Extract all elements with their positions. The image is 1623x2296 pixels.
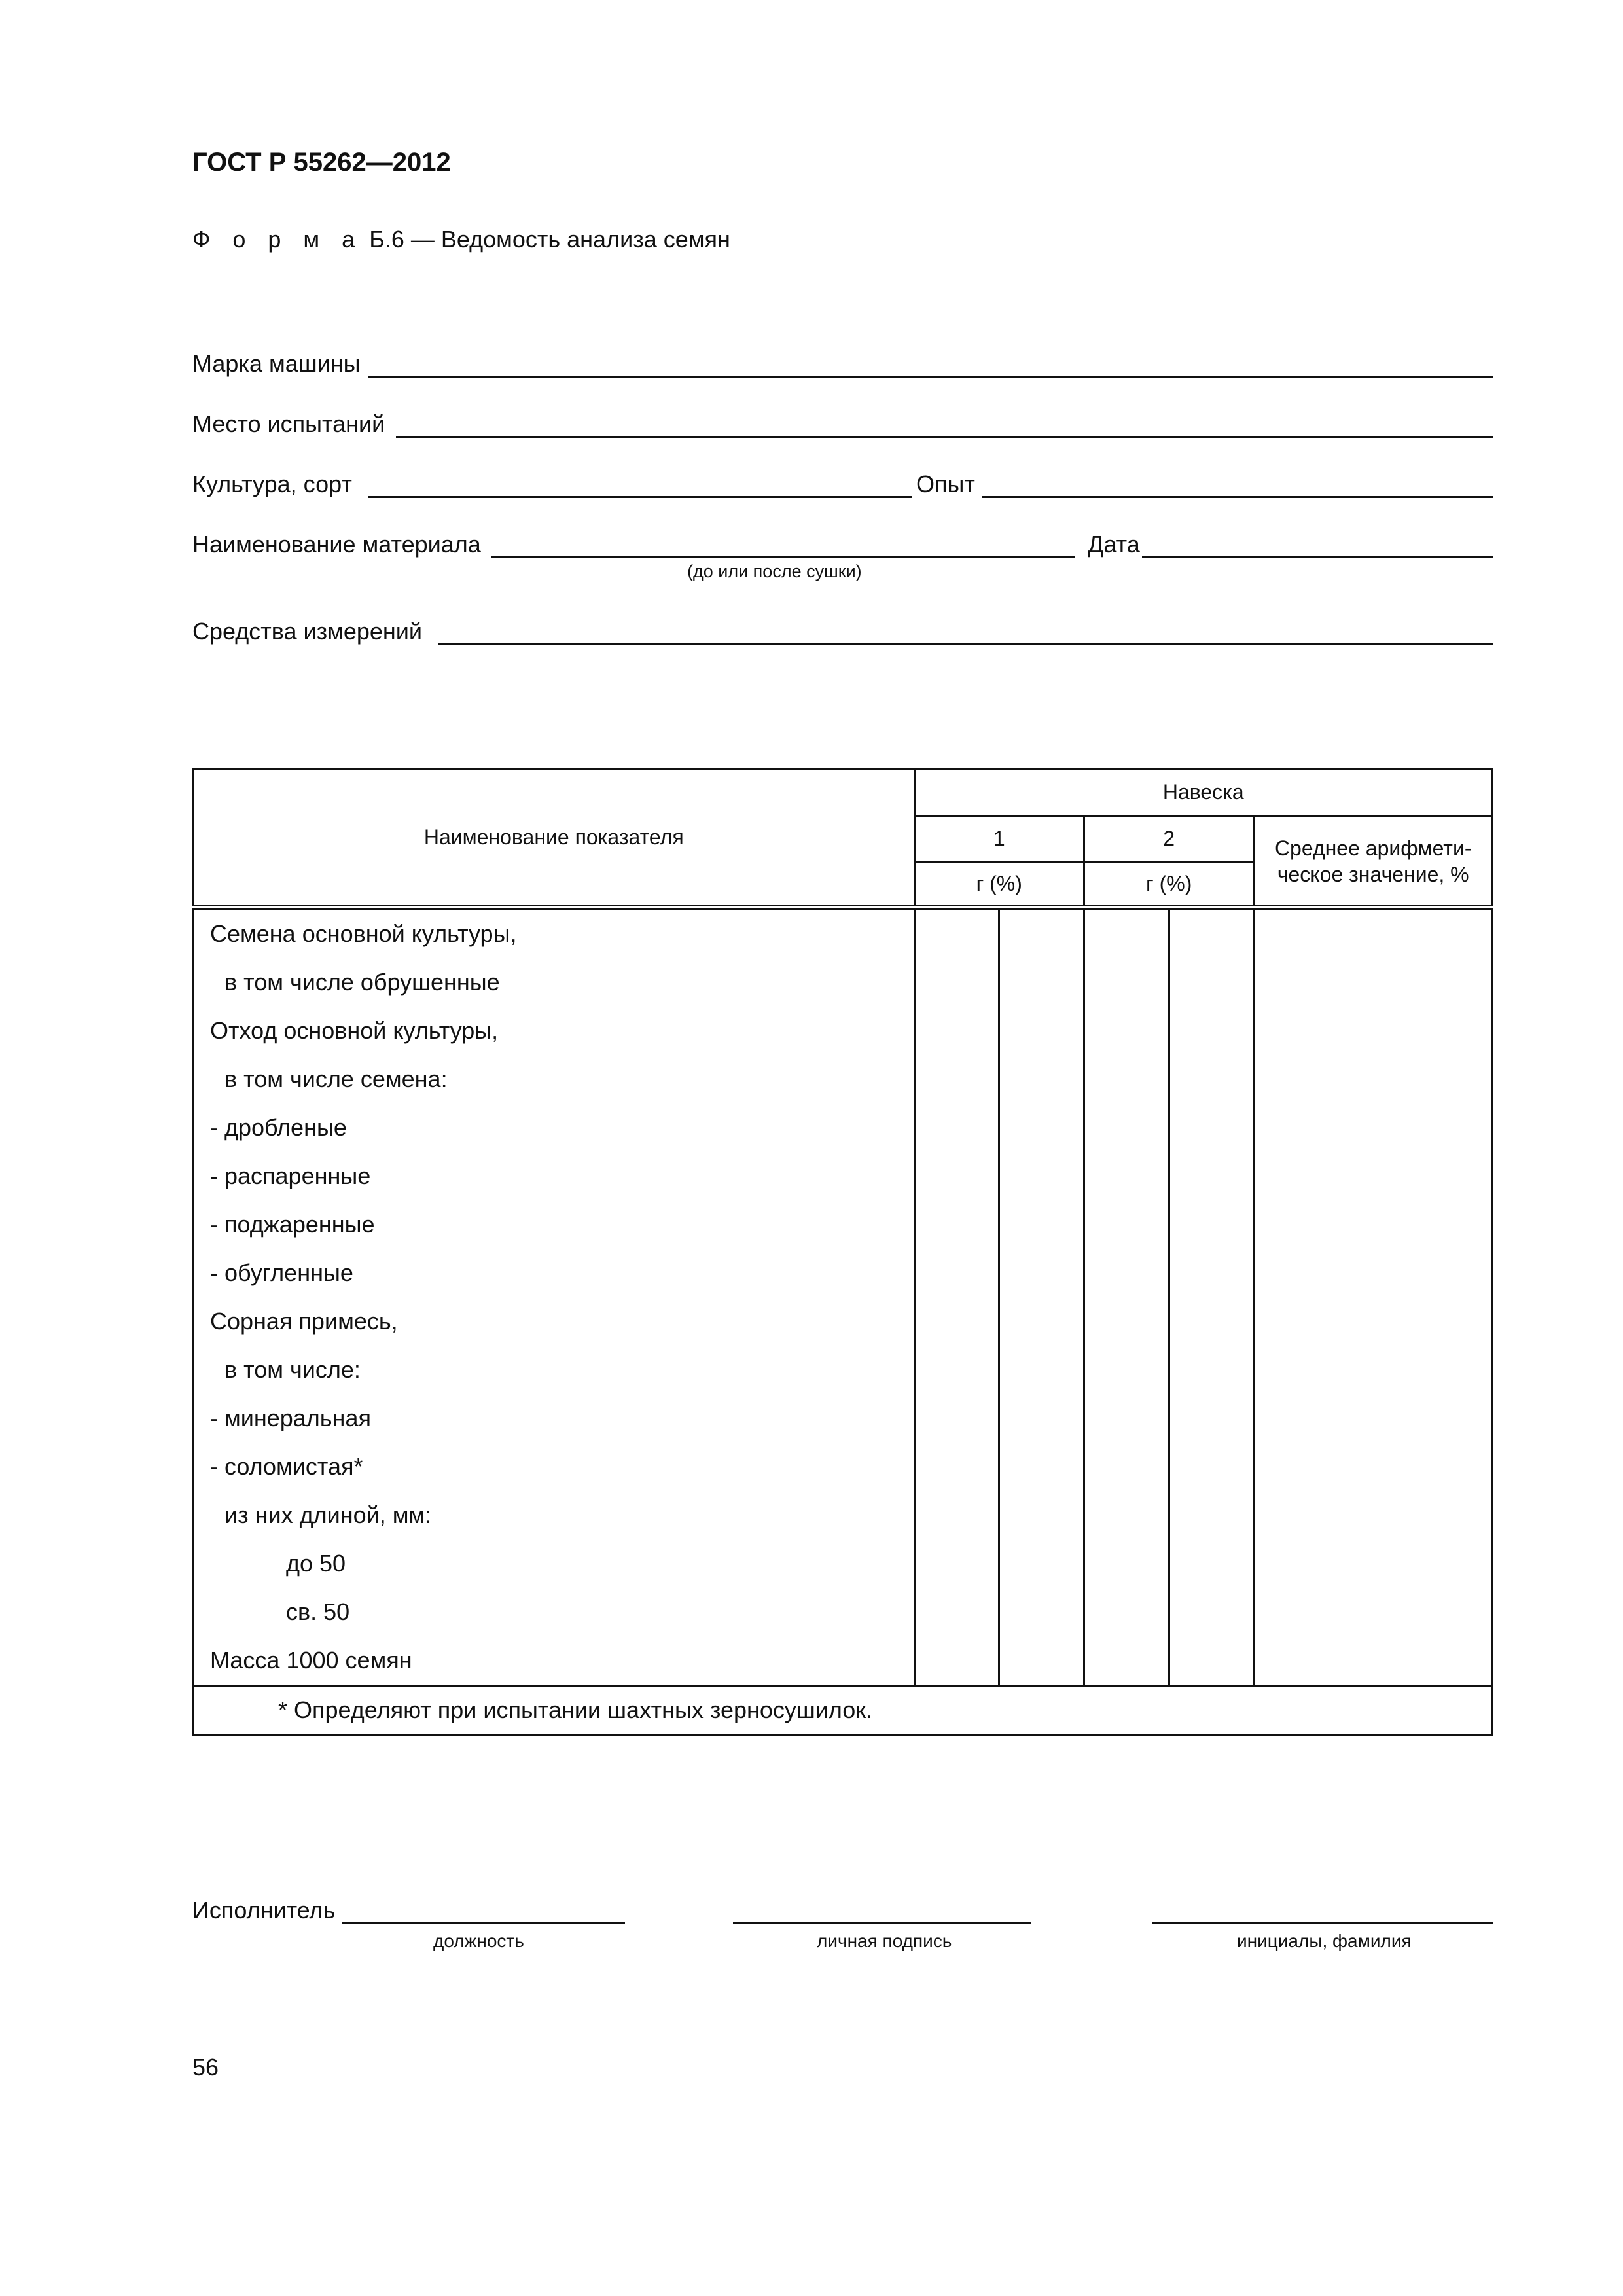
machine-brand-label: Марка машины (192, 350, 361, 377)
row-main-crop-waste: Отход основной культуры, (210, 1017, 499, 1044)
row-charred: - обугленные (210, 1259, 353, 1286)
header-unit-1: г (%) (914, 862, 1084, 908)
row-over-50: св. 50 (286, 1598, 350, 1625)
crop-variety-label: Культура, сорт (192, 471, 352, 497)
value-cell-1a[interactable] (914, 908, 999, 1686)
header-indicator: Наименование показателя (194, 769, 915, 908)
row-roasted: - поджаренные (210, 1211, 375, 1238)
test-place-label: Место испытаний (192, 410, 385, 437)
name-line[interactable] (1152, 1922, 1493, 1924)
row-including: в том числе: (224, 1356, 361, 1383)
machine-brand-line[interactable] (368, 376, 1493, 378)
row-up-to-50: до 50 (286, 1550, 346, 1577)
header-mean: Среднее арифмети- ческое значение, % (1254, 816, 1493, 908)
header-sample-group: Навеска (914, 769, 1493, 816)
row-mineral: - минеральная (210, 1405, 371, 1431)
row-1000-seed-mass: Масса 1000 семян (210, 1647, 412, 1674)
experiment-label: Опыт (916, 471, 975, 497)
value-cell-mean[interactable] (1254, 908, 1493, 1686)
test-place-line[interactable] (396, 436, 1493, 438)
position-line[interactable] (342, 1922, 625, 1924)
signature-caption: личная подпись (817, 1931, 952, 1951)
row-including-seeds: в том числе семена: (224, 1066, 448, 1092)
experiment-line[interactable] (982, 496, 1493, 498)
date-label: Дата (1088, 531, 1140, 558)
footnote-text: * Определяют при испытании шахтных зерносушилок. (278, 1696, 873, 1723)
crop-variety-line[interactable] (368, 496, 912, 498)
analysis-table (192, 768, 1493, 1736)
material-name-label: Наименование материала (192, 531, 481, 558)
header-sample-1: 1 (914, 816, 1084, 862)
row-of-them-length: из них длиной, мм: (224, 1501, 432, 1528)
executor-label: Исполнитель (192, 1897, 336, 1924)
standard-number: ГОСТ Р 55262—2012 (192, 148, 451, 177)
header-unit-2: г (%) (1084, 862, 1253, 908)
value-cell-1b[interactable] (999, 908, 1084, 1686)
material-hint: (до или после сушки) (687, 562, 862, 581)
row-hulled: в том числе обрушенные (224, 969, 500, 996)
header-sample-2: 2 (1084, 816, 1253, 862)
row-main-crop-seeds: Семена основной культуры, (210, 920, 517, 947)
measuring-means-line[interactable] (438, 643, 1493, 645)
indicator-list (194, 908, 915, 1686)
date-line[interactable] (1142, 556, 1493, 558)
material-name-line[interactable] (491, 556, 1075, 558)
form-prefix: Ф о р м а (192, 226, 363, 253)
value-cell-2b[interactable] (1169, 908, 1254, 1686)
measuring-means-label: Средства измерений (192, 618, 423, 645)
signature-line[interactable] (733, 1922, 1031, 1924)
row-straw: - соломистая* (210, 1453, 363, 1480)
value-cell-2a[interactable] (1084, 908, 1169, 1686)
page-number: 56 (192, 2054, 219, 2081)
name-caption: инициалы, фамилия (1237, 1931, 1412, 1951)
form-title-text: Б.6 — Ведомость анализа семян (369, 226, 730, 253)
position-caption: должность (433, 1931, 524, 1951)
table-footnote (194, 1686, 1493, 1735)
form-title (192, 226, 730, 253)
row-weed-admixture: Сорная примесь, (210, 1308, 398, 1335)
row-steamed: - распаренные (210, 1162, 371, 1189)
row-crushed: - дробленые (210, 1114, 347, 1141)
